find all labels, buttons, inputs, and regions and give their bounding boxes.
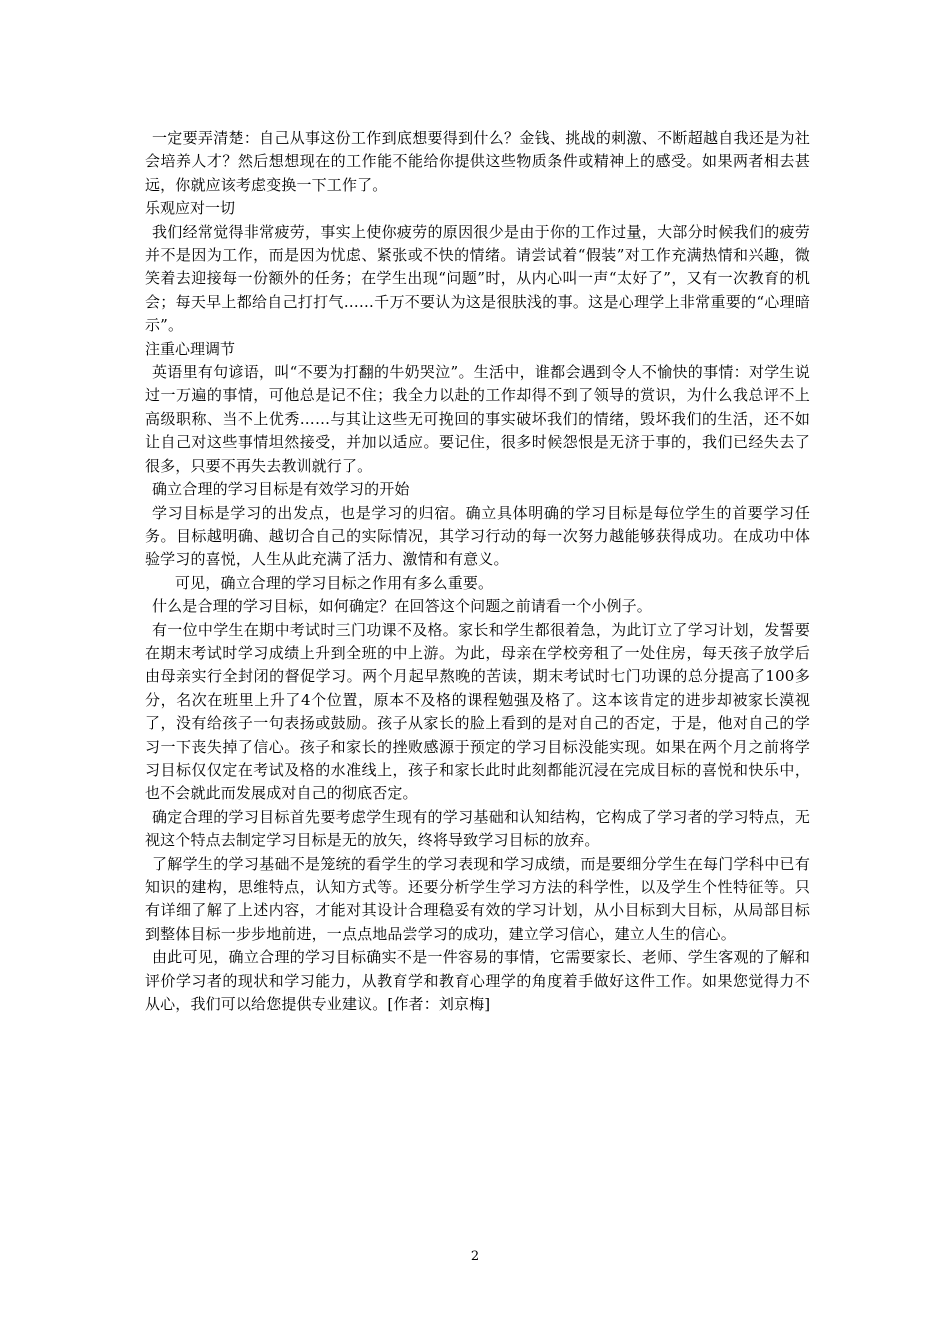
heading-psych-adjust: 注重心理调节	[145, 339, 236, 358]
paragraph-career-goal: 一定要弄清楚：自己从事这份工作到底想要得到什么？金钱、挑战的刺激、不断超越自我还是为社会培养人才？然后想想现在的工作能不能给你提供这些物质条件或精神上的感受。如果两者相去甚远，你就应该考虑变换一下工作了。	[145, 129, 810, 194]
heading-optimism: 乐观应对一切	[145, 199, 236, 218]
paragraph-conclusion: 由此可见，确立合理的学习目标确实不是一件容易的事情，它需要家长、老师、学生客观的了解和评价学习者的现状和学习能力，从教育学和教育心理学的角度着手做好这件工作。如果您觉得力不从心，我们可以给您提供专业建议。[作者：刘京梅]	[145, 948, 810, 1014]
document-body	[145, 127, 810, 1016]
paragraph-goal-importance: 可见，确立合理的学习目标之作用有多么重要。	[175, 573, 494, 592]
heading-learning-goal: 确立合理的学习目标是有效学习的开始	[152, 480, 410, 499]
paragraph-fatigue: 我们经常觉得非常疲劳，事实上使你疲劳的原因很少是由于你的工作过量，大部分时候我们的疲劳并不是因为工作，而是因为忧虑、紧张或不快的情绪。请尝试着“假装”对工作充满热情和兴趣，微笑着去迎接每一份额外的任务；在学生出现“问题”时，从内心叫一声“太好了”，又有一次教育的机会；每天早上都给自己打打气……千万不要认为这是很肤浅的事。这是心理学上非常重要的“心理暗示”。	[145, 222, 810, 335]
paragraph-what-is-goal: 什么是合理的学习目标，如何确定？在回答这个问题之前请看一个小例子。	[152, 597, 652, 616]
paragraph-goal-basis: 确定合理的学习目标首先要考虑学生现有的学习基础和认知结构，它构成了学习者的学习特点，无视这个特点去制定学习目标是无的放矢，终将导致学习目标的放弃。	[145, 807, 810, 850]
paragraph-example-student: 有一位中学生在期中考试时三门功课不及格。家长和学生都很着急，为此订立了学习计划，发誓要在期末考试时学习成绩上升到全班的中上游。为此，母亲在学校旁租了一处住房，每天孩子放学后由母亲实行全封闭的督促学习。两个月起早熬晚的苦读，期末考试时七门功课的总分提高了100多分，名次在班里上升了4个位置，原本不及格的课程勉强及格了。这本该肯定的进步却被家长漠视了，没有给孩子一句表扬或鼓励。孩子从家长的脸上看到的是对自己的否定，于是，他对自己的学习一下丧失掉了信心。孩子和家长的挫败感源于预定的学习目标没能实现。如果在两个月之前将学习目标仅仅定在考试及格的水准线上，孩子和家长此时此刻都能沉浸在完成目标的喜悦和快乐中，也不会就此而发展成对自己的彻底否定。	[145, 620, 810, 803]
paragraph-spilt-milk: 英语里有句谚语，叫“不要为打翻的牛奶哭泣”。生活中，谁都会遇到令人不愉快的事情：对学生说过一万遍的事情，可他总是记不住；我全力以赴的工作却得不到了领导的赏识，为什么我总评不上高级职称、当不上优秀……与其让这些无可挽回的事实破坏我们的情绪，毁坏我们的生活，还不如让自己对这些事情坦然接受，并加以适应。要记住，很多时候怨恨是无济于事的，我们已经失去了很多，只要不再失去教训就行了。	[145, 363, 810, 475]
page-number: 2	[470, 1249, 480, 1264]
paragraph-understand-student: 了解学生的学习基础不是笼统的看学生的学习表现和学习成绩，而是要细分学生在每门学科中已有知识的建构，思维特点，认知方式等。还要分析学生学习方法的科学性，以及学生个性特征等。只有详细了解了上述内容，才能对其设计合理稳妥有效的学习计划，从小目标到大目标，从局部目标到整体目标一步步地前进，一点点地品尝学习的成功，建立学习信心，建立人生的信心。	[145, 854, 810, 943]
paragraph-goal-purpose: 学习目标是学习的出发点，也是学习的归宿。确立具体明确的学习目标是每位学生的首要学习任务。目标越明确、越切合自己的实际情况，其学习行动的每一次努力越能够获得成功。在成功中体验学习的喜悦，人生从此充满了活力、激情和有意义。	[145, 503, 810, 569]
